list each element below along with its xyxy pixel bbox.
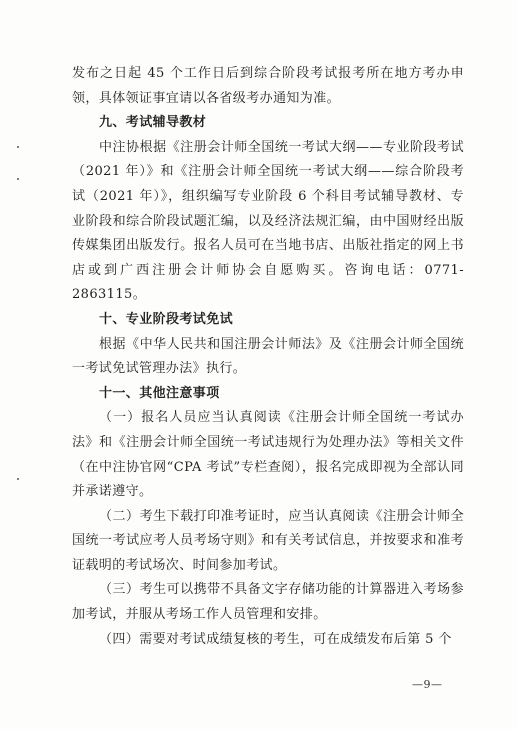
paragraph-certificate-collection: 发布之日起 45 个工作日后到综合阶段考试报考所在地方考办申领，具体领证事宜请以各省级考办通知为准。 [72,66,464,106]
paragraph-note-1: （一）报名人员应当认真阅读《注册会计师全国统一考试办法》和《注册会计师全国统一考试违规行为处理办法》等相关文件（在中注协官网“CPA 考试”专栏查阅），报名完成即视为全部认同并承诺遵守。 [72,410,464,500]
paragraph-note-4: （四）需要对考试成绩复核的考生，可在成绩发布后第 5 个 [99,631,452,647]
paragraph-study-materials: 中注协根据《注册会计师全国统一考试大纲——专业阶段考试（2021 年）》和《注册会计师全国统一考试大纲——综合阶段考试（2021 年）》，组织编写专业阶段 6 个科目考试辅导教材、专业阶段和综合阶段试题汇编，以及经济法规汇编，由中国财经出版传媒集团出版发行。报名人员可在当地书店、出版社指定的网上书店或到广西注册会计师协会自愿购买。咨询电话：0771-2863115。 [72,139,464,303]
section-heading-other-notes: 十一、其他注意事项 [99,385,220,401]
margin-mark [17,146,19,148]
section-heading-study-materials: 九、考试辅导教材 [99,115,207,131]
document-body [72,62,464,652]
paragraph-note-3: （三）考生可以携带不具备文字存储功能的计算器进入考场参加考试，并服从考场工作人员管理和安排。 [72,582,464,623]
section-heading-exemption: 十、专业阶段考试免试 [99,311,234,327]
paragraph-exemption: 根据《中华人民共和国注册会计师法》及《注册会计师全国统一考试免试管理办法》执行。 [72,336,464,377]
paragraph-note-2: （二）考生下载打印准考证时，应当认真阅读《注册会计师全国统一考试应考人员考场守则》和有关考试信息，并按要求和准考证载明的考试场次、时间参加考试。 [72,508,464,573]
margin-mark [17,178,19,180]
margin-mark [17,478,19,480]
page-number: —9— [412,678,443,691]
